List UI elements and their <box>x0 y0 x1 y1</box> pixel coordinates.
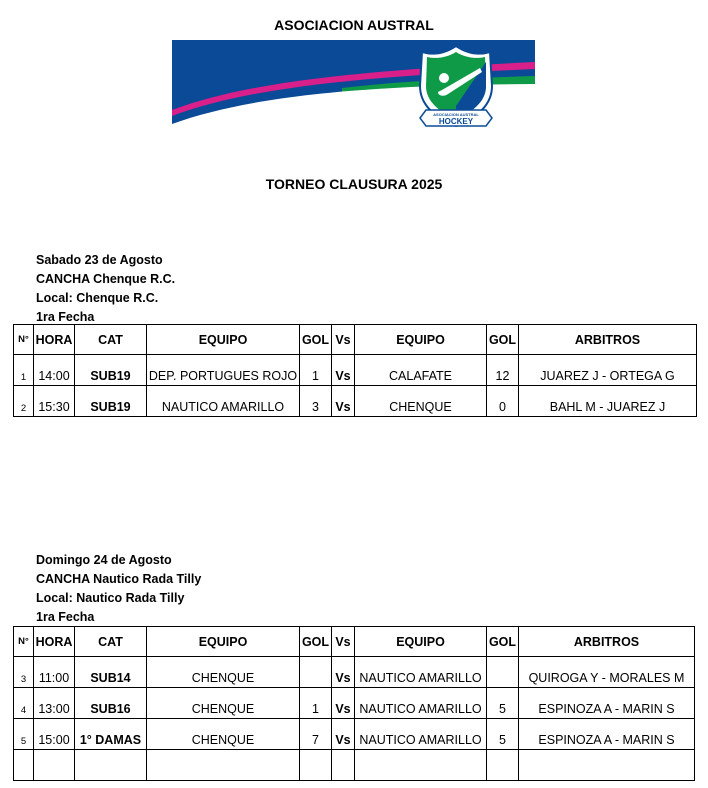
empty-cell <box>487 750 519 781</box>
fixture-table <box>13 626 695 781</box>
vs-label: Vs <box>332 355 355 386</box>
col-header-goals2: GOL <box>487 627 519 657</box>
field-name: CANCHA Nautico Rada Tilly <box>36 572 202 586</box>
empty-table-row <box>14 750 695 781</box>
team2: NAUTICO AMARILLO <box>355 719 487 750</box>
col-header-referees: ARBITROS <box>519 627 695 657</box>
empty-cell <box>355 750 487 781</box>
goals1: 3 <box>300 386 332 417</box>
referees: QUIROGA Y - MORALES M <box>519 657 695 688</box>
team2: CHENQUE <box>355 386 487 417</box>
empty-cell <box>147 750 300 781</box>
col-header-number: N° <box>14 325 34 355</box>
goals1: 7 <box>300 719 332 750</box>
goals1 <box>300 657 332 688</box>
col-header-vs: Vs <box>332 627 355 657</box>
team1: DEP. PORTUGUES ROJO <box>147 355 300 386</box>
table-row <box>14 657 695 688</box>
col-header-vs: Vs <box>332 325 355 355</box>
empty-cell <box>332 750 355 781</box>
col-header-goals2: GOL <box>487 325 519 355</box>
goals2 <box>487 657 519 688</box>
vs-label: Vs <box>332 657 355 688</box>
col-header-goals1: GOL <box>300 627 332 657</box>
match-number: 4 <box>14 688 34 719</box>
referees: ESPINOZA A - MARIN S <box>519 688 695 719</box>
match-number: 5 <box>14 719 34 750</box>
match-category: SUB16 <box>75 688 147 719</box>
empty-cell <box>300 750 332 781</box>
goals2: 5 <box>487 719 519 750</box>
team2: CALAFATE <box>355 355 487 386</box>
logo-subtext: ASOCIACION AUSTRAL <box>433 112 479 117</box>
match-category: SUB14 <box>75 657 147 688</box>
tournament-title: TORNEO CLAUSURA 2025 <box>265 176 443 192</box>
table-row <box>14 386 697 417</box>
match-number: 2 <box>14 386 34 417</box>
association-banner <box>172 40 535 135</box>
col-header-team2: EQUIPO <box>355 325 487 355</box>
team2: NAUTICO AMARILLO <box>355 657 487 688</box>
col-header-goals1: GOL <box>300 325 332 355</box>
col-header-category: CAT <box>75 325 147 355</box>
empty-cell <box>14 750 34 781</box>
col-header-team1: EQUIPO <box>147 627 300 657</box>
table-header-row <box>14 325 697 355</box>
match-category: SUB19 <box>75 355 147 386</box>
round-label: 1ra Fecha <box>36 310 95 324</box>
day-info <box>36 551 201 627</box>
goals2: 0 <box>487 386 519 417</box>
col-header-team2: EQUIPO <box>355 627 487 657</box>
match-number: 1 <box>14 355 34 386</box>
team1: NAUTICO AMARILLO <box>147 386 300 417</box>
col-header-time: HORA <box>34 627 75 657</box>
col-header-team1: EQUIPO <box>147 325 300 355</box>
referees: ESPINOZA A - MARIN S <box>519 719 695 750</box>
referees: BAHL M - JUAREZ J <box>519 386 697 417</box>
team1: CHENQUE <box>147 657 300 688</box>
hockey-shield-logo <box>420 46 492 126</box>
goals2: 5 <box>487 688 519 719</box>
empty-cell <box>75 750 147 781</box>
match-time: 11:00 <box>34 657 75 688</box>
match-category: SUB19 <box>75 386 147 417</box>
local-team: Local: Nautico Rada Tilly <box>36 591 185 605</box>
empty-cell <box>34 750 75 781</box>
match-date: Domingo 24 de Agosto <box>36 553 172 567</box>
goals1: 1 <box>300 355 332 386</box>
table-header-row <box>14 627 695 657</box>
team1: CHENQUE <box>147 688 300 719</box>
fixture-table <box>13 324 697 417</box>
match-date: Sabado 23 de Agosto <box>36 253 163 267</box>
banner-graphic <box>172 40 535 135</box>
vs-label: Vs <box>332 719 355 750</box>
match-time: 15:30 <box>34 386 75 417</box>
goals1: 1 <box>300 688 332 719</box>
match-time: 13:00 <box>34 688 75 719</box>
col-header-number: N° <box>14 627 34 657</box>
round-label: 1ra Fecha <box>36 610 95 624</box>
col-header-referees: ARBITROS <box>519 325 697 355</box>
empty-cell <box>519 750 695 781</box>
match-category: 1° DAMAS <box>75 719 147 750</box>
match-number: 3 <box>14 657 34 688</box>
col-header-time: HORA <box>34 325 75 355</box>
team1: CHENQUE <box>147 719 300 750</box>
logo-hockey-text: HOCKEY <box>438 117 474 126</box>
col-header-category: CAT <box>75 627 147 657</box>
table-row <box>14 688 695 719</box>
referees: JUAREZ J - ORTEGA G <box>519 355 697 386</box>
table-row <box>14 355 697 386</box>
team2: NAUTICO AMARILLO <box>355 688 487 719</box>
match-time: 15:00 <box>34 719 75 750</box>
local-team: Local: Chenque R.C. <box>36 291 159 305</box>
vs-label: Vs <box>332 688 355 719</box>
day-info <box>36 251 175 327</box>
table-row <box>14 719 695 750</box>
vs-label: Vs <box>332 386 355 417</box>
organization-title: ASOCIACION AUSTRAL <box>274 17 434 33</box>
match-time: 14:00 <box>34 355 75 386</box>
field-name: CANCHA Chenque R.C. <box>36 272 176 286</box>
goals2: 12 <box>487 355 519 386</box>
